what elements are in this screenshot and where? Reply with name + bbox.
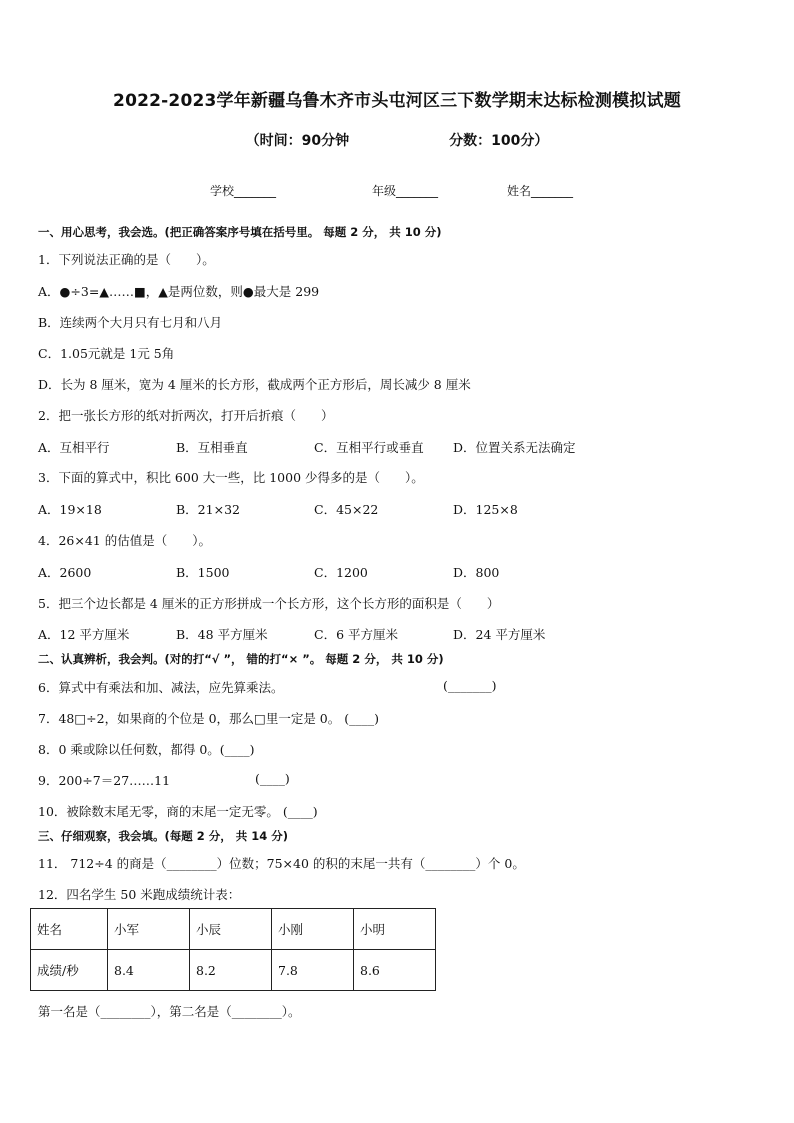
question-3-option-a: A．19×18 <box>38 502 102 517</box>
table-header-cell: 姓名 <box>31 909 108 950</box>
table-cell: 8.6 <box>354 950 436 991</box>
table-header-cell: 小辰 <box>190 909 272 950</box>
exam-title: 2022-2023学年新疆乌鲁木齐市头屯河区三下数学期末达标检测模拟试题 <box>113 91 681 111</box>
question-6-blank: (_______) <box>443 678 497 693</box>
question-3-option-d: D．125×8 <box>453 502 518 517</box>
question-5: 5．把三个边长都是 4 厘米的正方形拼成一个长方形，这个长方形的面积是（ ） <box>38 596 500 611</box>
school-field: 学校_______ <box>210 184 277 198</box>
table-row <box>31 950 436 991</box>
question-4-option-d: D．800 <box>453 565 500 580</box>
question-1-option-a: A．●÷3=▲……■，▲是两位数，则●最大是 299 <box>38 284 320 299</box>
question-1-option-d: D．长为 8 厘米，宽为 4 厘米的长方形，截成两个正方形后，周长减少 8 厘米 <box>38 377 471 392</box>
question-4-option-a: A．2600 <box>38 565 92 580</box>
exam-subtitle <box>0 130 794 150</box>
table-cell: 成绩/秒 <box>31 950 108 991</box>
question-1-option-b: B．连续两个大月只有七月和八月 <box>38 315 223 330</box>
question-9: 9．200÷7＝27……11 <box>38 773 171 788</box>
question-5-option-d: D．24 平方厘米 <box>453 627 546 642</box>
question-6: 6．算式中有乘法和加、减法，应先算乘法。 <box>38 680 284 695</box>
grade-field: 年级_______ <box>372 184 439 198</box>
question-9-blank: (____) <box>255 771 290 786</box>
question-4-option-c: C．1200 <box>314 565 368 580</box>
score-label: 分数：100分） <box>449 133 549 149</box>
question-2: 2．把一张长方形的纸对折两次，打开后折痕（ ） <box>38 408 334 423</box>
question-7: 7．48□÷2，如果商的个位是 0，那么□里一定是 0。 (____) <box>38 711 379 726</box>
question-2-option-d: D．位置关系无法确定 <box>453 440 576 455</box>
question-3: 3．下面的算式中，积比 600 大一些，比 1000 少得多的是（ ）。 <box>38 470 424 485</box>
question-8: 8．0 乘或除以任何数，都得 0。(____) <box>38 742 255 757</box>
table-cell: 8.4 <box>108 950 190 991</box>
question-3-option-b: B．21×32 <box>176 502 240 517</box>
section-1-heading: 一、用心思考，我会选。(把正确答案序号填在括号里。 每题 2 分， 共 10 分) <box>38 225 442 239</box>
table-header-cell: 小军 <box>108 909 190 950</box>
score-table <box>30 908 436 991</box>
question-12: 12．四名学生 50 米跑成绩统计表： <box>38 887 241 902</box>
question-1: 1．下列说法正确的是（ ）。 <box>38 252 215 267</box>
question-2-option-c: C．互相平行或垂直 <box>314 440 424 455</box>
table-cell: 8.2 <box>190 950 272 991</box>
question-10: 10．被除数末尾无零，商的末尾一定无零。 (____) <box>38 804 318 819</box>
table-header-cell: 小明 <box>354 909 436 950</box>
time-label: （时间：90分钟 <box>245 133 350 149</box>
section-3-heading: 三、仔细观察，我会填。(每题 2 分， 共 14 分) <box>38 829 289 843</box>
question-1-option-c: C．1.05元就是 1元 5角 <box>38 346 175 361</box>
question-2-option-a: A．互相平行 <box>38 440 110 455</box>
question-5-option-b: B．48 平方厘米 <box>176 627 268 642</box>
table-header-cell: 小刚 <box>272 909 354 950</box>
name-field: 姓名_______ <box>507 184 574 198</box>
question-5-option-a: A．12 平方厘米 <box>38 627 130 642</box>
question-4-option-b: B．1500 <box>176 565 230 580</box>
table-cell: 7.8 <box>272 950 354 991</box>
question-3-option-c: C．45×22 <box>314 502 379 517</box>
question-5-option-c: C．6 平方厘米 <box>314 627 398 642</box>
section-2-heading: 二、认真辨析，我会判。(对的打“√ ”， 错的打“× ”。 每题 2 分， 共 10 分) <box>38 652 444 666</box>
question-2-option-b: B．互相垂直 <box>176 440 248 455</box>
question-12-answer-line: 第一名是（________），第二名是（________）。 <box>38 1004 301 1019</box>
table-row <box>31 909 436 950</box>
question-11: 11． 712÷4 的商是（________）位数；75×40 的积的末尾一共有（________）个 0。 <box>38 856 525 871</box>
question-4: 4．26×41 的估值是（ ）。 <box>38 533 211 548</box>
